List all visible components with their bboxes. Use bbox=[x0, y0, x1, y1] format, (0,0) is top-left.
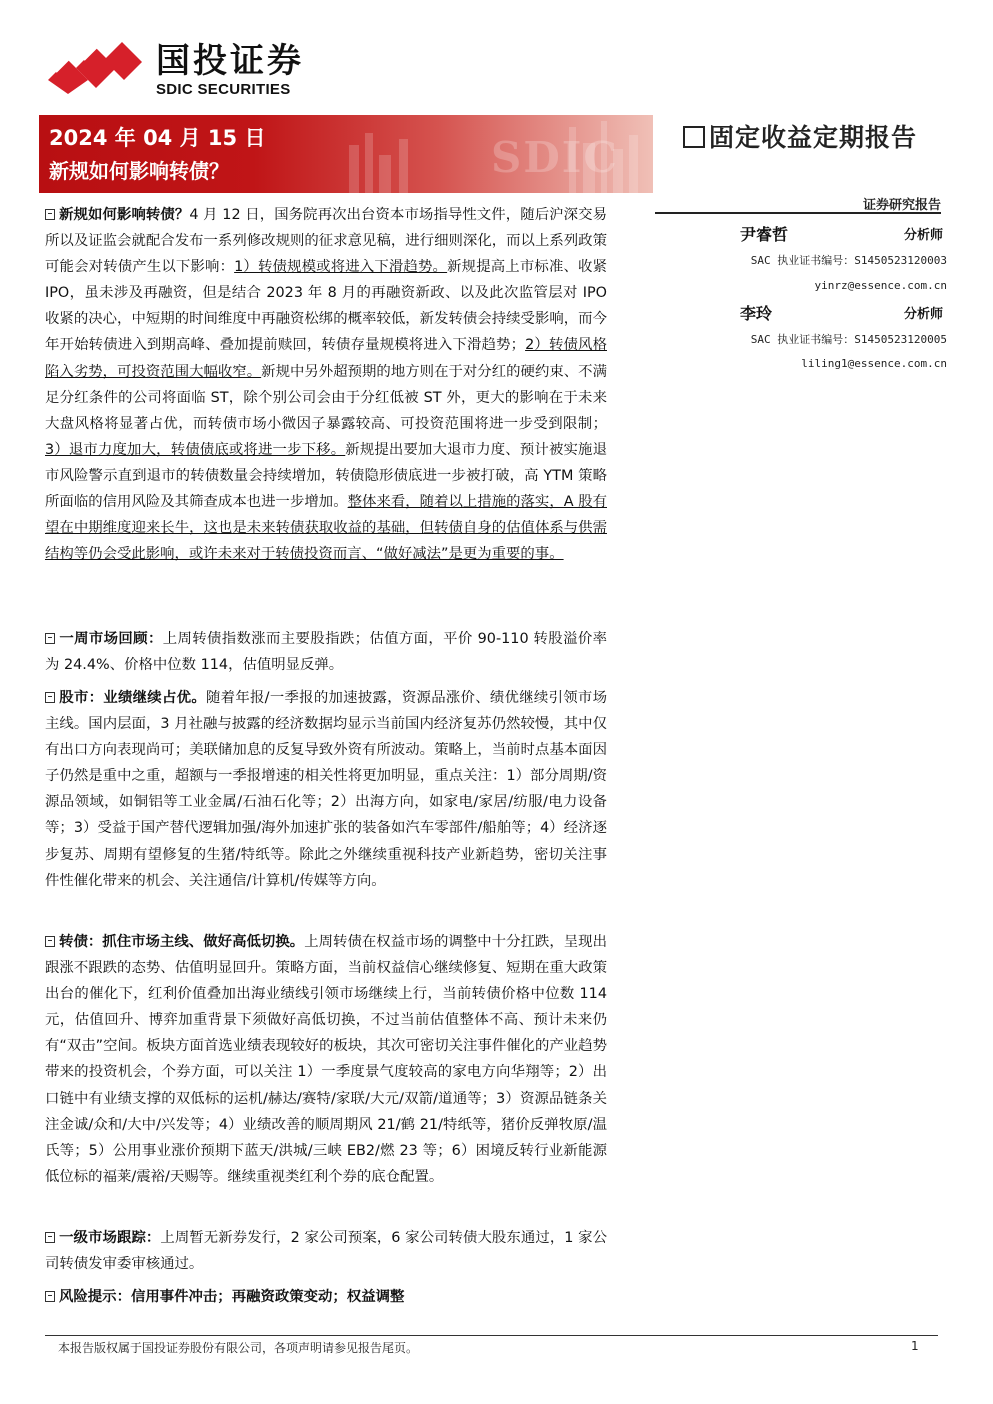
report-date: 2024 年 04 月 15 日 bbox=[49, 126, 266, 150]
report-title: 新规如何影响转债？ bbox=[49, 159, 229, 183]
analyst-name: 尹睿哲 bbox=[740, 225, 789, 244]
section-risk bbox=[45, 1284, 607, 1310]
logo-text-en: SDIC SECURITIES bbox=[156, 81, 291, 98]
section-title: 一周市场回顾： bbox=[59, 631, 163, 647]
section-text: 新规中另外超预期的地方则在于对分红的硬约束、不满足分红条件的公司将面临 ST，除个别公司会由于分红低被 ST 外，更大的影响在于未来大盘风格将显著占优，而转债市场小微因子暴露较高、可投资范围将进一步受到限制； bbox=[45, 363, 607, 432]
report-category bbox=[683, 118, 917, 154]
section-weekly-review bbox=[45, 626, 607, 678]
analyst-role: 分析师 bbox=[903, 228, 943, 243]
section-highlight: 3）退市力度加大，转债债底或将进一步下移。 bbox=[45, 441, 346, 458]
section-convertibles bbox=[45, 929, 607, 1190]
section-highlight: 2）转债风格陷入劣势，可投资范围大幅收窄。 bbox=[45, 337, 607, 380]
section-new-rules bbox=[45, 202, 607, 567]
divider bbox=[655, 212, 941, 214]
bullet-icon bbox=[45, 1232, 55, 1243]
report-type: 证券研究报告 bbox=[862, 198, 941, 213]
analyst-email[interactable]: liling1@essence.com.cn bbox=[801, 357, 947, 370]
footer-disclaimer: 本报告版权属于国投证券股份有限公司，各项声明请参见报告尾页。 bbox=[58, 1341, 419, 1355]
section-highlight: 整体来看，随着以上措施的落实，A 股有望在中期维度迎来长牛，这也是未来转债获取收益的基础，但转债自身的估值体系与供需结构等仍会受此影响，或许未来对于转债投资而言、“做好减法”是更为重要的事。 bbox=[45, 494, 607, 563]
title-banner bbox=[39, 115, 653, 193]
section-text: 新规提高上市标准、收紧 IPO，虽未涉及再融资，但是结合 2023 年 8 月的再融资新政、以及此次监管层对 IPO 收紧的决心，中短期的时间维度中再融资松绑的概率较低，新发转债会持续受影响，而今年开始转债进入到期高峰、叠加提前赎回，转债存量规模将进入下滑趋势； bbox=[45, 259, 607, 354]
bullet-icon bbox=[45, 692, 55, 703]
chart-icon bbox=[683, 126, 705, 148]
company-logo bbox=[46, 42, 316, 98]
section-text: 上周转债指数涨而主要股指跌；估值方面，平价 90-110 转股溢价率为 24.4%、价格中位数 114，估值明显反弹。 bbox=[45, 631, 607, 674]
logo-text-cn: 国投证券 bbox=[156, 41, 304, 81]
section-text: 上周暂无新券发行，2 家公司预案，6 家公司转债大股东通过，1 家公司转债发审委审核通过。 bbox=[45, 1230, 607, 1273]
report-category-label: 固定收益定期报告 bbox=[709, 123, 918, 152]
footer-divider bbox=[45, 1335, 938, 1336]
analyst-name: 李玲 bbox=[740, 304, 773, 323]
analyst-role: 分析师 bbox=[903, 307, 943, 322]
page-number: 1 bbox=[911, 1339, 919, 1353]
section-text: 新规提出要加大退市力度、预计被实施退市风险警示直到退市的转债数量会持续增加，转债隐形债底进一步被打破，高 YTM 策略所面临的信用风险及其筛查成本也进一步增加。 bbox=[45, 441, 607, 511]
bullet-icon bbox=[45, 633, 55, 644]
bullet-icon bbox=[45, 1291, 55, 1302]
section-text: 上周转债在权益市场的调整中十分扛跌，呈现出跟涨不跟跌的态势、估值明显回升。策略方面，当前权益信心继续修复、短期在重大政策出台的催化下，红利价值叠加出海业绩线引领市场继续上行，当前转债价格中位数 114 元，估值回升、博弈加重背景下须做好高低切换，不过当前估值整体不高、预计未来仍有“双击”空间。板块方面首选业绩表现较好的板块，其次可密切关注事件催化的产业趋势带来的投资机会，个券方面，可以关注 1）一季度景气度较高的家电方向华翔等；2）出口链中有业绩支撑的双低标的运机/赫达/赛特/家联/大元/双箭/道通等；3）资源品链条关注金诚/众和/大中/兴发等；4）业绩改善的顺周期风 21/鹤 21/特纸等，猪价反弹牧原/温氏等；5）公用事业涨价预期下蓝天/洪城/三峡 EB2/燃 23 等；6）困境反转行业新能源低位标的福莱/震裕/天赐等。继续重视类红利个券的底仓配置。 bbox=[45, 934, 607, 1185]
logo-mark-icon bbox=[46, 42, 146, 94]
analyst-sac: SAC 执业证书编号：S1450523120005 bbox=[750, 333, 947, 346]
section-highlight: 1）转债规模或将进入下滑趋势。 bbox=[234, 259, 448, 276]
section-primary-market bbox=[45, 1225, 607, 1277]
section-text: 4 月 12 日，国务院再次出台资本市场指导性文件，随后沪深交易所以及证监会就配合发布一系列修改规则的征求意见稿，进行细则深化，而以上系列政策可能会对转债产生以下影响： bbox=[45, 207, 607, 276]
section-title: 一级市场跟踪： bbox=[59, 1230, 161, 1246]
section-title: 新规如何影响转债？ bbox=[59, 207, 190, 223]
section-title: 转债：抓住市场主线、做好高低切换。 bbox=[59, 934, 305, 950]
bullet-icon bbox=[45, 209, 55, 220]
section-title: 股市：业绩继续占优。 bbox=[59, 690, 206, 706]
section-equity bbox=[45, 685, 607, 894]
section-title: 风险提示：信用事件冲击；再融资政策变动；权益调整 bbox=[59, 1289, 405, 1305]
analyst-email[interactable]: yinrz@essence.com.cn bbox=[814, 279, 947, 292]
section-text: 随着年报/一季报的加速披露，资源品涨价、绩优继续引领市场主线。国内层面，3 月社融与披露的经济数据均显示当前国内经济复苏仍然较慢，其中仅有出口方向表现尚可；美联储加息的反复导致外资有所波动。策略上，当前时点基本面因子仍然是重中之重，超额与一季报增速的相关性将更加明显，重点关注：1）部分周期/资源品领域，如铜铝等工业金属/石油石化等；2）出海方向，如家电/家居/纺服/电力设备等；3）受益于国产替代逻辑加强/海外加速扩张的装备如汽车零部件/船舶等；4）经济逐步复苏、周期有望修复的生猪/特纸等。除此之外继续重视科技产业新趋势，密切关注事件性催化带来的机会、关注通信/计算机/传媒等方向。 bbox=[45, 690, 607, 889]
banner-watermark: SDIC bbox=[491, 133, 619, 182]
bullet-icon bbox=[45, 936, 55, 947]
analyst-sac: SAC 执业证书编号：S1450523120003 bbox=[750, 254, 947, 267]
